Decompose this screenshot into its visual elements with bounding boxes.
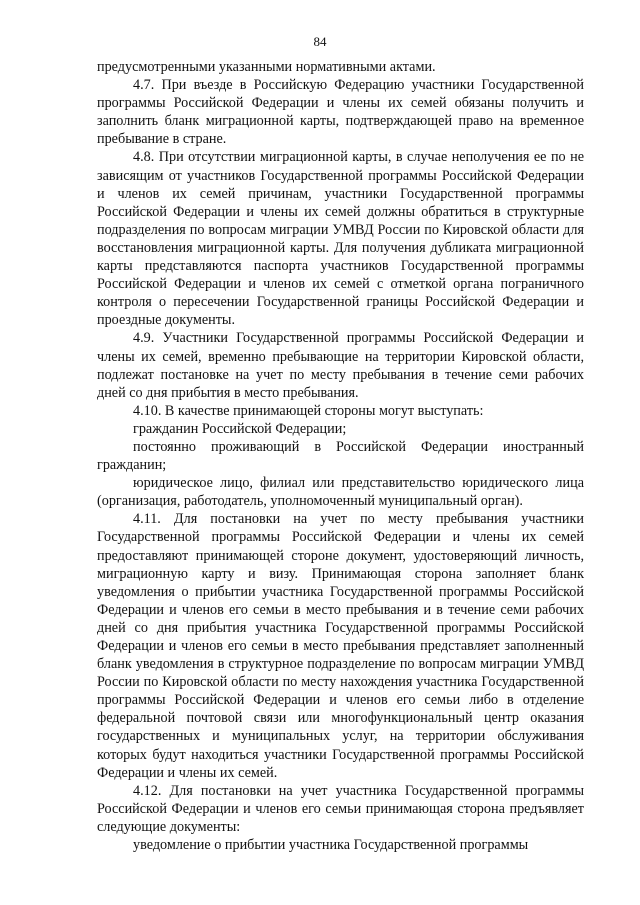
paragraph-continuation: предусмотренными указанными нормативными актами.: [97, 59, 436, 75]
paragraph-4-7: 4.7. При въезде в Российскую Федерацию участники Государственной программы Российской Федерации и члены их семей обязаны получить и заполнить бланк миграционной карты, подтверждающей право на временное пребывание в стране.: [97, 77, 584, 148]
paragraph-4-8: 4.8. При отсутствии миграционной карты, в случае неполучения ее по не зависящим от участников Государственной программы Российской Федерации и членов их семей причинам, участники Государственной программы Российской Федерации и члены их семей должны обратиться в структурные подразделения по вопросам миграции УМВД России по Кировской области для восстановления миграционной карты. Для получения дубликата миграционной карты представляются паспорта участников Государственной программы Российской Федерации и членов их семей с отметкой органа пограничного контроля о пересечении Государственной границы Российской Федерации и проездные документы.: [97, 149, 584, 329]
paragraph-4-11: 4.11. Для постановки на учет по месту пребывания участники Государственной программы Российской Федерации и члены их семей предоставляют принимающей стороне документ, удостоверяющий личность, миграционную карту и визу. Принимающая сторона заполняет бланк уведомления о прибытии участника Государственной программы Российской Федерации и членов его семьи в место пребывания и в течение семи рабочих дней со дня прибытия участника Государственной программы Российской Федерации и членов его семьи в место пребывания представляет заполненный бланк уведомления в структурное подразделение по вопросам миграции УМВД России по Кировской области по месту нахождения участника Государственной программы Российской Федерации и членов его семьи либо в отделение федеральной почтовой связи или многофункциональный центр оказания государственных и муниципальных услуг, на территории обслуживания которых будут находиться участники Государственной программы Российской Федерации и члены их семей.: [97, 511, 584, 781]
paragraph-4-12: 4.12. Для постановки на учет участника Государственной программы Российской Федерации и членов его семьи принимающая сторона предъявляет следующие документы:: [97, 782, 584, 835]
paragraph-4-9: 4.9. Участники Государственной программы Российской Федерации и члены их семей, временно пребывающие на территории Кировской области, подлежат постановке на учет по месту пребывания в течение семи рабочих дней со дня прибытия в место пребывания.: [97, 330, 584, 401]
page-number: 84: [313, 34, 327, 49]
list-item-legal-entity: юридическое лицо, филиал или представительство юридического лица (организация, работодатель, уполномоченный муниципальный орган).: [97, 475, 584, 510]
list-item-foreign-resident: постоянно проживающий в Российской Федерации иностранный гражданин;: [97, 438, 584, 474]
list-item-notification: уведомление о прибытии участника Государственной программы: [133, 837, 529, 854]
document-body: [97, 58, 584, 854]
paragraph-4-10: 4.10. В качестве принимающей стороны могут выступать:: [133, 402, 484, 419]
list-item-citizen: гражданин Российской Федерации;: [133, 420, 347, 437]
